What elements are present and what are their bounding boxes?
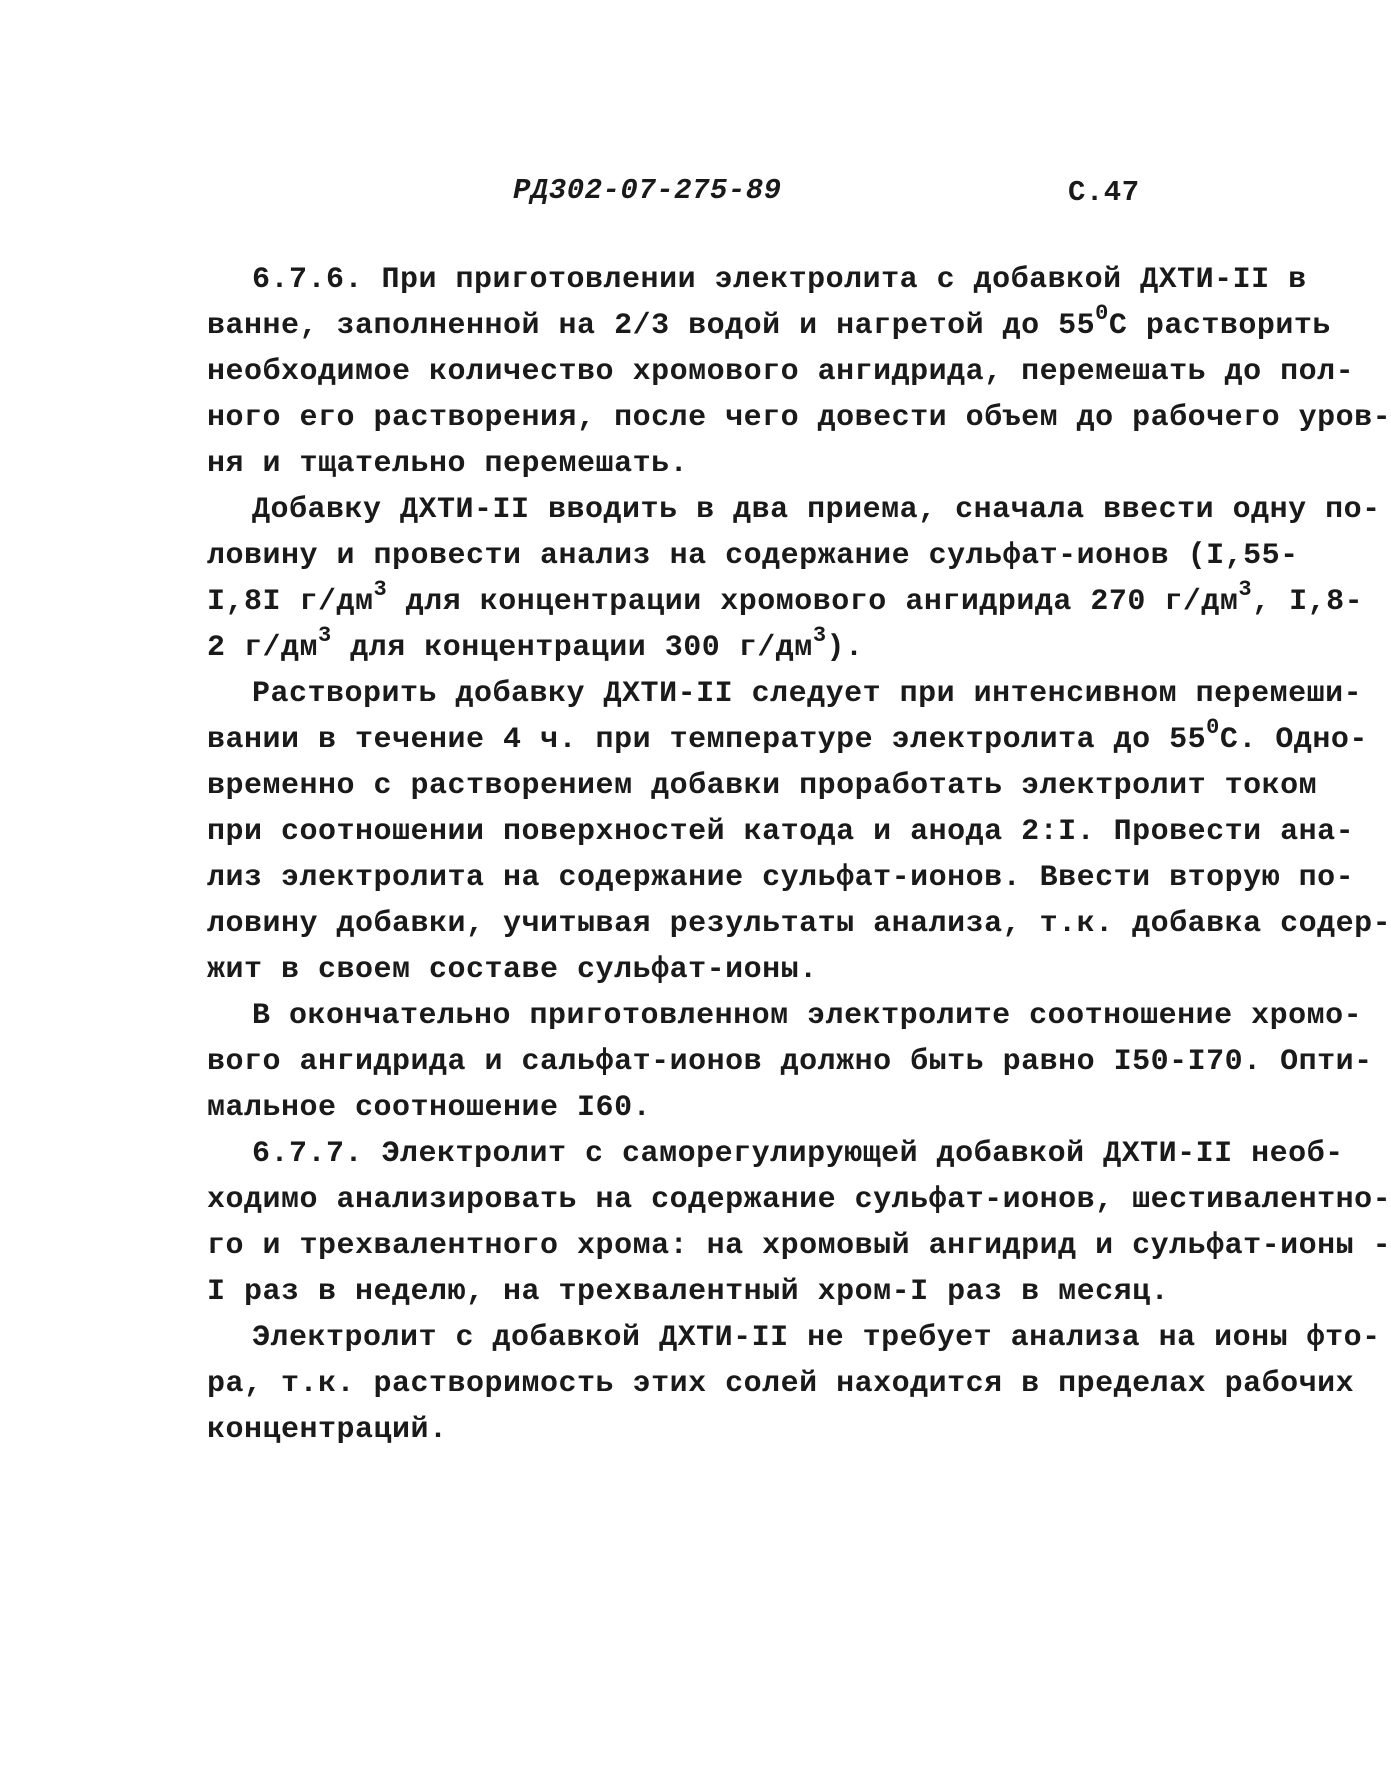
text-line: ванне, заполненной на 2/3 водой и нагретой до $55^0С$ растворить [207, 301, 1331, 343]
page-number: С.47 [1068, 176, 1140, 209]
text-line: вого ангидрида и сальфат-ионов должно быть равно I50-I70. Опти- [207, 1045, 1373, 1079]
text-line: I раз в неделю, на трехвалентный хром-I раз в месяц. [207, 1275, 1170, 1309]
text-line: Электролит с добавкой ДХТИ-II не требует анализа на ионы фто- [252, 1321, 1381, 1355]
text-line: вании в течение 4 ч. при температуре электролита до $55^0С$. Одно- [207, 715, 1368, 757]
text-line: Растворить добавку ДХТИ-II следует при интенсивном перемеши- [252, 677, 1363, 711]
text-line: 6.7.7. Электролит с саморегулирующей добавкой ДХТИ-II необ- [252, 1137, 1344, 1171]
text-line: необходимое количество хромового ангидрида, перемешать до пол- [207, 355, 1355, 389]
text-line: временно с растворением добавки проработать электролит током [207, 769, 1318, 803]
text-line: лиз электролита на содержание сульфат-ионов. Ввести вторую по- [207, 861, 1355, 895]
text-line: ра, т.к. растворимость этих солей находится в пределах рабочих [207, 1367, 1355, 1401]
text-line: 2 $г/дм^3$ для концентрации 300 $г/дм^3$). [207, 623, 864, 665]
text-line: го и трехвалентного хрома: на хромовый ангидрид и сульфат-ионы - [207, 1229, 1391, 1263]
text-line: жит в своем составе сульфат-ионы. [207, 953, 818, 987]
text-line: ня и тщательно перемешать. [207, 447, 689, 481]
text-line: В окончательно приготовленном электролите соотношение хромо- [252, 999, 1363, 1033]
text-line: при соотношении поверхностей катода и анода 2:I. Провести ана- [207, 815, 1355, 849]
text-line: концентраций. [207, 1413, 448, 1447]
text-line: ного его растворения, после чего довести объем до рабочего уров- [207, 401, 1391, 435]
text-line: ловину добавки, учитывая результаты анализа, т.к. добавка содер- [207, 907, 1391, 941]
document-number: РД302-07-275-89 [513, 174, 782, 207]
text-line: ходимо анализировать на содержание сульфат-ионов, шестивалентно- [207, 1183, 1391, 1217]
text-line: Добавку ДХТИ-II вводить в два приема, сначала ввести одну по- [252, 493, 1381, 527]
text-line: I,8I $г/дм^3$ для концентрации хромового ангидрида 270 $г/дм^3$, I,8- [207, 577, 1364, 619]
text-line: ловину и провести анализ на содержание сульфат-ионов (I,55- [207, 539, 1299, 573]
text-line: 6.7.6. При приготовлении электролита с добавкой ДХТИ-II в [252, 263, 1307, 297]
text-line: мальное соотношение I60. [207, 1091, 652, 1125]
